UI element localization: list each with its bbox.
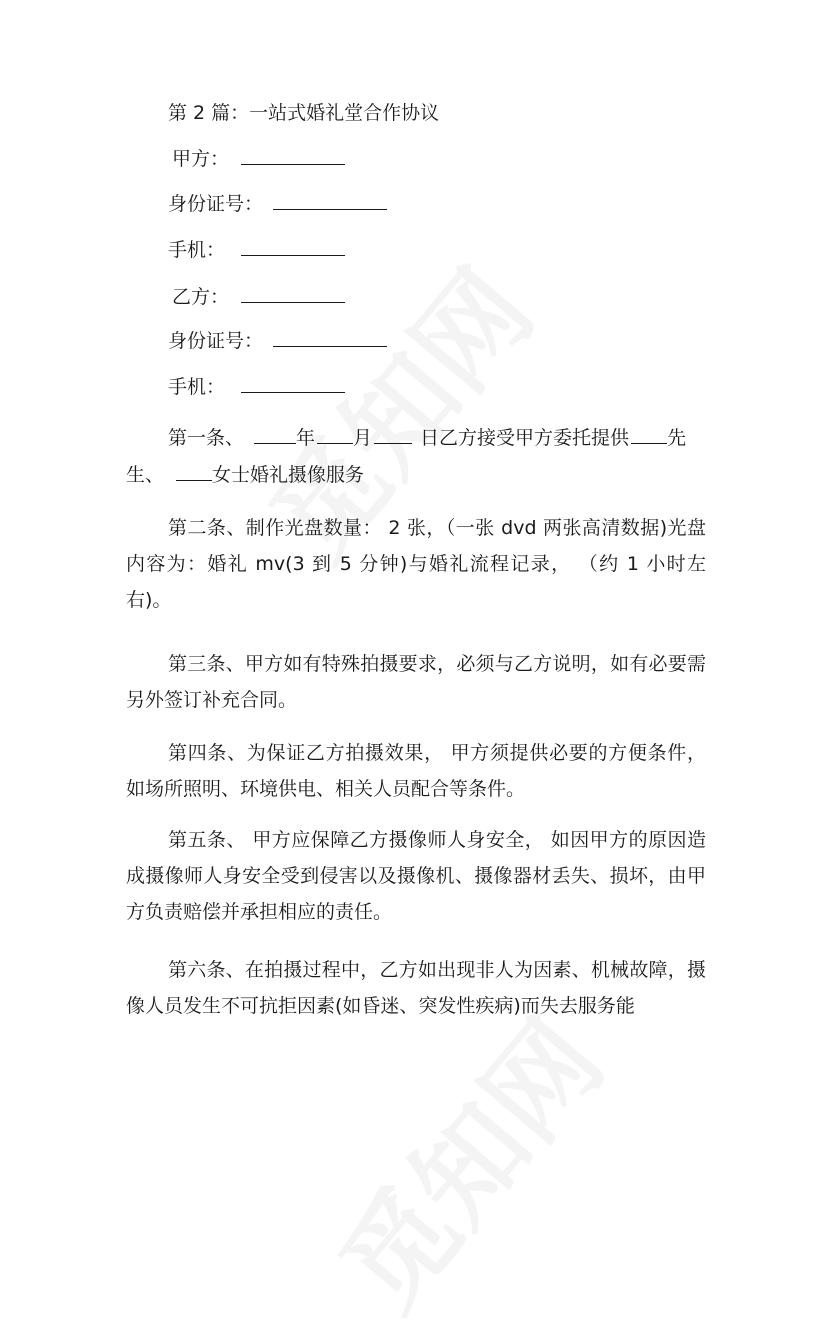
- article-4: 第四条、为保证乙方拍摄效果， 甲方须提供必要的方便条件，如场所照明、环境供电、相关人员配合等条件。: [126, 742, 706, 800]
- party-b-id-row: [168, 328, 387, 353]
- article-1-line-1: [168, 425, 686, 450]
- party-a-id-row: [168, 191, 387, 216]
- day-text: 日乙方接受甲方委托提供: [420, 427, 630, 449]
- mr-label: 先: [667, 427, 687, 449]
- party-a-phone-row: [168, 237, 345, 262]
- month-label: 月: [353, 427, 373, 449]
- article-1-line-2: [126, 462, 364, 487]
- party-b-id-blank[interactable]: [273, 328, 387, 347]
- day-blank[interactable]: [374, 425, 412, 444]
- article-5: 第五条、 甲方应保障乙方摄像师人身安全， 如因甲方的原因造成摄像师人身安全受到侵害以及摄像机、摄像器材丢失、损坏，由甲方负责赔偿并承担相应的责任。: [126, 829, 706, 923]
- month-blank[interactable]: [317, 425, 353, 444]
- watermark-bottom: [298, 982, 631, 1336]
- party-b-blank[interactable]: [241, 284, 345, 303]
- party-a-blank[interactable]: [241, 146, 345, 165]
- party-a-phone-blank[interactable]: [241, 237, 345, 256]
- party-a-label: 甲方：: [172, 148, 230, 170]
- bride-blank[interactable]: [176, 462, 212, 481]
- article-1-line2-start: 生、: [126, 464, 165, 486]
- document-title: 第 2 篇：一站式婚礼堂合作协议: [168, 102, 440, 124]
- article-3: 第三条、甲方如有特殊拍摄要求，必须与乙方说明，如有必要需另外签订补充合同。: [126, 653, 706, 711]
- party-a-id-label: 身份证号：: [168, 193, 264, 215]
- party-a-phone-label: 手机：: [168, 239, 226, 261]
- article-2: 第二条、制作光盘数量： 2 张，（一张 dvd 两张高清数据)光盘内容为：婚礼 mv(3 到 5 分钟)与婚礼流程记录， （约 1 小时左右)。: [126, 517, 706, 611]
- article-6: 第六条、在拍摄过程中，乙方如出现非人为因素、机械故障，摄像人员发生不可抗拒因素(如昏迷、突发性疾病)而失去服务能: [126, 959, 706, 1017]
- party-b-phone-blank[interactable]: [241, 374, 345, 393]
- article-1-prefix: 第一条、: [168, 427, 245, 449]
- article-1-line2-end: 女士婚礼摄像服务: [212, 464, 365, 486]
- party-b-label: 乙方：: [172, 286, 230, 308]
- year-label: 年: [296, 427, 316, 449]
- party-a-id-blank[interactable]: [273, 191, 387, 210]
- year-blank[interactable]: [254, 425, 296, 444]
- groom-blank[interactable]: [631, 425, 667, 444]
- party-a-row: [172, 146, 345, 171]
- party-b-row: [172, 284, 345, 309]
- party-b-phone-row: [168, 374, 345, 399]
- party-b-phone-label: 手机：: [168, 376, 226, 398]
- party-b-id-label: 身份证号：: [168, 330, 264, 352]
